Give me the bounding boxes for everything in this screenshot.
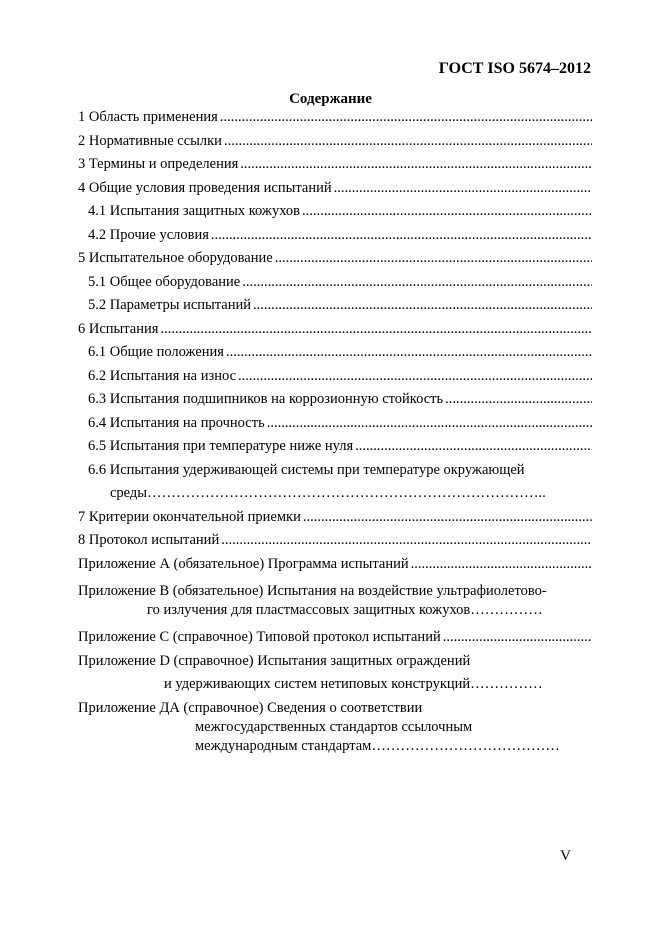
toc-entry[interactable]: 6.4 Испытания на прочность ..... bbox=[78, 412, 592, 436]
toc-entry[interactable]: 6 Испытания ..... bbox=[78, 318, 592, 342]
toc-entry[interactable]: 4.2 Прочие условия ..... bbox=[78, 224, 592, 248]
toc-entry[interactable]: 5.1 Общее оборудование ..... bbox=[78, 271, 592, 295]
toc-entry[interactable]: 5 Испытательное оборудование ..... bbox=[78, 247, 592, 271]
toc-entry[interactable]: Приложение В (обязательное) Испытания на воздействие ультрафиолетово- bbox=[78, 583, 547, 599]
toc-entry[interactable]: 4 Общие условия проведения испытаний ..... bbox=[78, 177, 592, 201]
toc-entry[interactable]: 6.1 Общие положения ..... bbox=[78, 341, 592, 365]
table-of-contents bbox=[78, 106, 592, 756]
toc-entry[interactable]: 6.3 Испытания подшипников на коррозионную стойкость ..... bbox=[78, 388, 592, 412]
toc-entry[interactable]: Приложение D (справочное) Испытания защитных ограждений bbox=[78, 652, 471, 669]
toc-title: Содержание bbox=[289, 91, 372, 107]
page-number: V bbox=[560, 848, 571, 864]
toc-entry-continuation[interactable]: международным стандартам………………………………… bbox=[195, 737, 560, 754]
toc-entry[interactable]: 7 Критерии окончательной приемки ..... bbox=[78, 506, 592, 530]
toc-entry[interactable]: 6.6 Испытания удерживающей системы при температуре окружающей bbox=[88, 461, 525, 478]
toc-entry[interactable]: Приложение А (обязательное) Программа испытаний ..... bbox=[78, 553, 592, 577]
toc-entry[interactable]: 1 Область применения ..... bbox=[78, 106, 592, 130]
toc-entry[interactable]: 2 Нормативные ссылки ..... bbox=[78, 130, 592, 154]
toc-entry[interactable]: Приложение ДА (справочное) Сведения о соответствии bbox=[78, 699, 423, 716]
toc-entry-continuation[interactable]: и удерживающих систем нетиповых конструкций…………… bbox=[164, 676, 543, 692]
toc-entry[interactable]: 3 Термины и определения ..... bbox=[78, 153, 592, 177]
toc-entry-continuation[interactable]: среды……………………………………………………………………….. bbox=[110, 485, 546, 501]
toc-entry[interactable]: Приложение С (справочное) Типовой протокол испытаний ..... bbox=[78, 626, 592, 650]
toc-entry[interactable]: 6.2 Испытания на износ ..... bbox=[78, 365, 592, 389]
toc-entry[interactable]: 6.5 Испытания при температуре ниже нуля ..... bbox=[78, 435, 592, 459]
toc-entry-continuation[interactable]: межгосударственных стандартов ссылочным bbox=[195, 718, 473, 735]
toc-entry[interactable]: 8 Протокол испытаний ..... bbox=[78, 529, 592, 553]
toc-entry-continuation[interactable]: го излучения для пластмассовых защитных кожухов…………… bbox=[147, 602, 543, 618]
toc-entry[interactable]: 4.1 Испытания защитных кожухов ..... bbox=[78, 200, 592, 224]
toc-entry[interactable]: 5.2 Параметры испытаний ..... bbox=[78, 294, 592, 318]
document-code: ГОСТ ISO 5674–2012 bbox=[438, 60, 591, 77]
